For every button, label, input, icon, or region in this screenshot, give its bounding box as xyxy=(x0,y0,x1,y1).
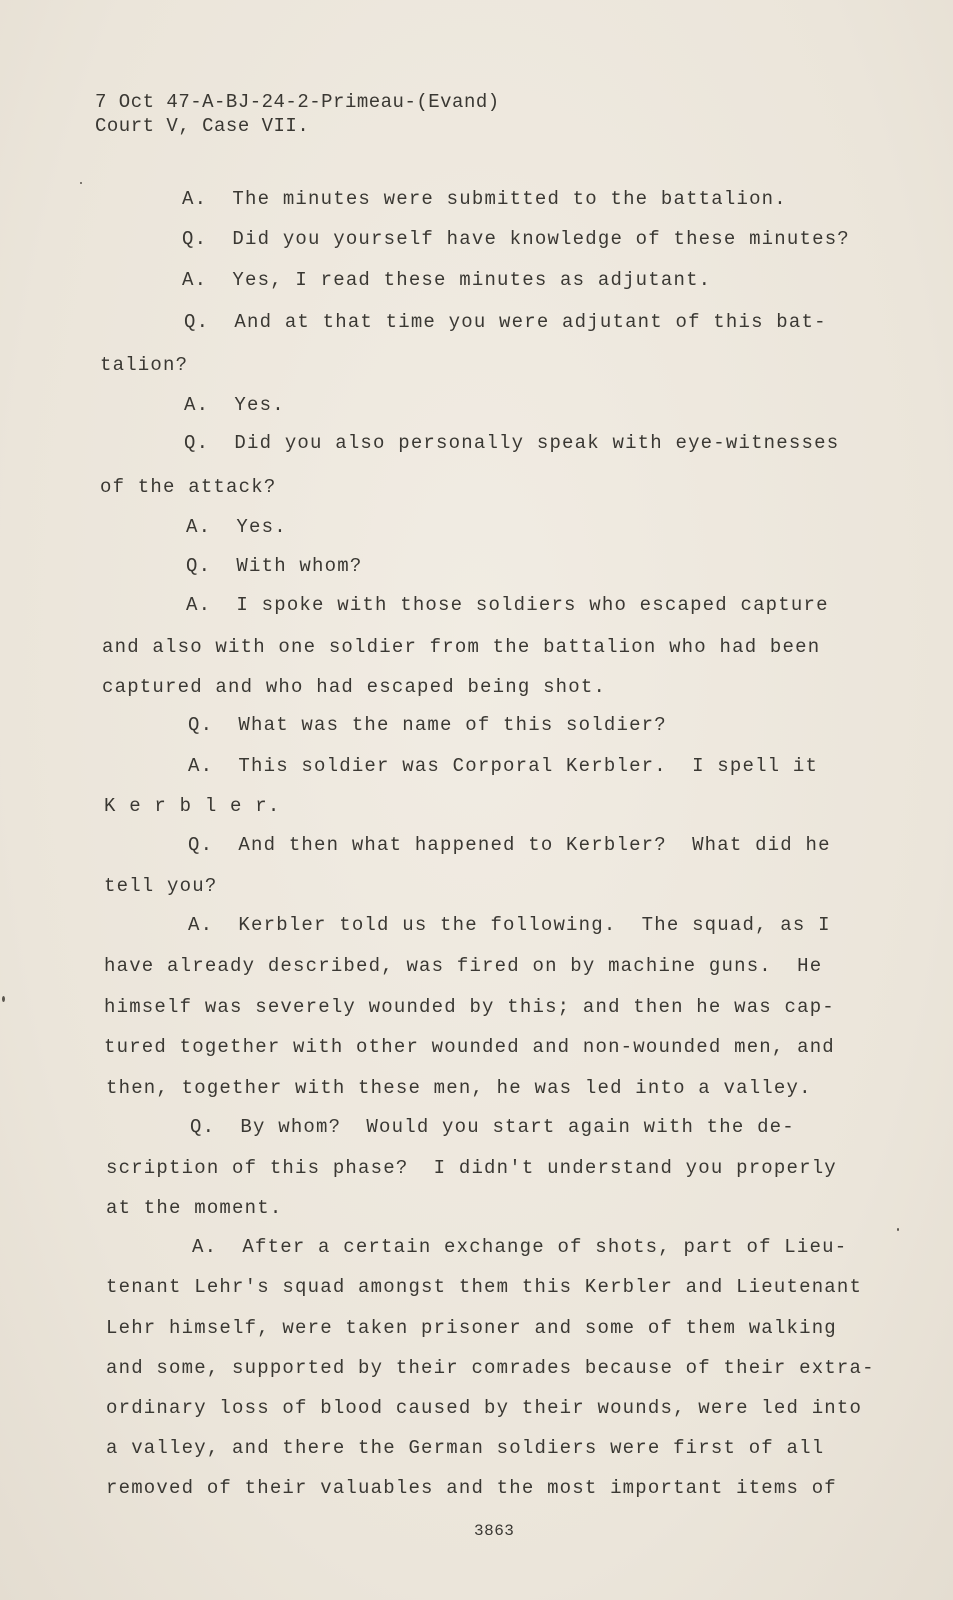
text-line: a valley, and there the German soldiers were first of all xyxy=(106,1437,825,1459)
text-line: and some, supported by their comrades because of their extra- xyxy=(106,1357,875,1379)
paper-speck xyxy=(2,996,5,1002)
text-line: Q. And at that time you were adjutant of this bat- xyxy=(184,311,827,333)
text-line: himself was severely wounded by this; and then he was cap- xyxy=(104,996,835,1018)
paper-speck xyxy=(897,1228,899,1231)
text-line: then, together with these men, he was led into a valley. xyxy=(106,1077,812,1099)
document-header xyxy=(95,90,500,138)
text-line: removed of their valuables and the most important items of xyxy=(106,1477,837,1499)
text-line: have already described, was fired on by machine guns. He xyxy=(104,955,823,977)
text-line: captured and who had escaped being shot. xyxy=(102,676,607,698)
text-line: at the moment. xyxy=(106,1197,283,1219)
text-line: tenant Lehr's squad amongst them this Kerbler and Lieutenant xyxy=(106,1276,863,1298)
text-line: Q. And then what happened to Kerbler? What did he xyxy=(188,834,831,856)
text-line: A. This soldier was Corporal Kerbler. I spell it xyxy=(188,755,819,777)
text-line: tured together with other wounded and non-wounded men, and xyxy=(104,1036,835,1058)
text-line: A. After a certain exchange of shots, part of Lieu- xyxy=(192,1236,848,1258)
text-line: Q. What was the name of this soldier? xyxy=(188,714,667,736)
text-line: A. Yes. xyxy=(184,394,285,416)
text-line: Q. Did you also personally speak with eye-witnesses xyxy=(184,432,840,454)
page-number: 3863 xyxy=(474,1522,515,1540)
text-line: Q. With whom? xyxy=(186,555,363,577)
text-line: Q. Did you yourself have knowledge of these minutes? xyxy=(182,228,850,250)
text-line: A. I spoke with those soldiers who escaped capture xyxy=(186,594,829,616)
text-line: A. Yes. xyxy=(186,516,287,538)
header-line-2: Court V, Case VII. xyxy=(95,115,310,137)
text-line: ordinary loss of blood caused by their wounds, were led into xyxy=(106,1397,863,1419)
text-line: tell you? xyxy=(104,875,218,897)
text-line: A. Kerbler told us the following. The squad, as I xyxy=(188,914,831,936)
header-line-1: 7 Oct 47-A-BJ-24-2-Primeau-(Evand) xyxy=(95,91,500,113)
text-line: and also with one soldier from the battalion who had been xyxy=(102,636,821,658)
text-line: talion? xyxy=(100,354,189,376)
text-line: scription of this phase? I didn't understand you properly xyxy=(106,1157,837,1179)
paper-speck xyxy=(80,182,82,184)
text-line: A. Yes, I read these minutes as adjutant. xyxy=(182,269,712,291)
text-line: Lehr himself, were taken prisoner and some of them walking xyxy=(106,1317,837,1339)
text-line: K e r b l e r. xyxy=(104,795,281,817)
text-line: Q. By whom? Would you start again with the de- xyxy=(190,1116,795,1138)
text-line: A. The minutes were submitted to the battalion. xyxy=(182,188,787,210)
text-line: of the attack? xyxy=(100,476,277,498)
